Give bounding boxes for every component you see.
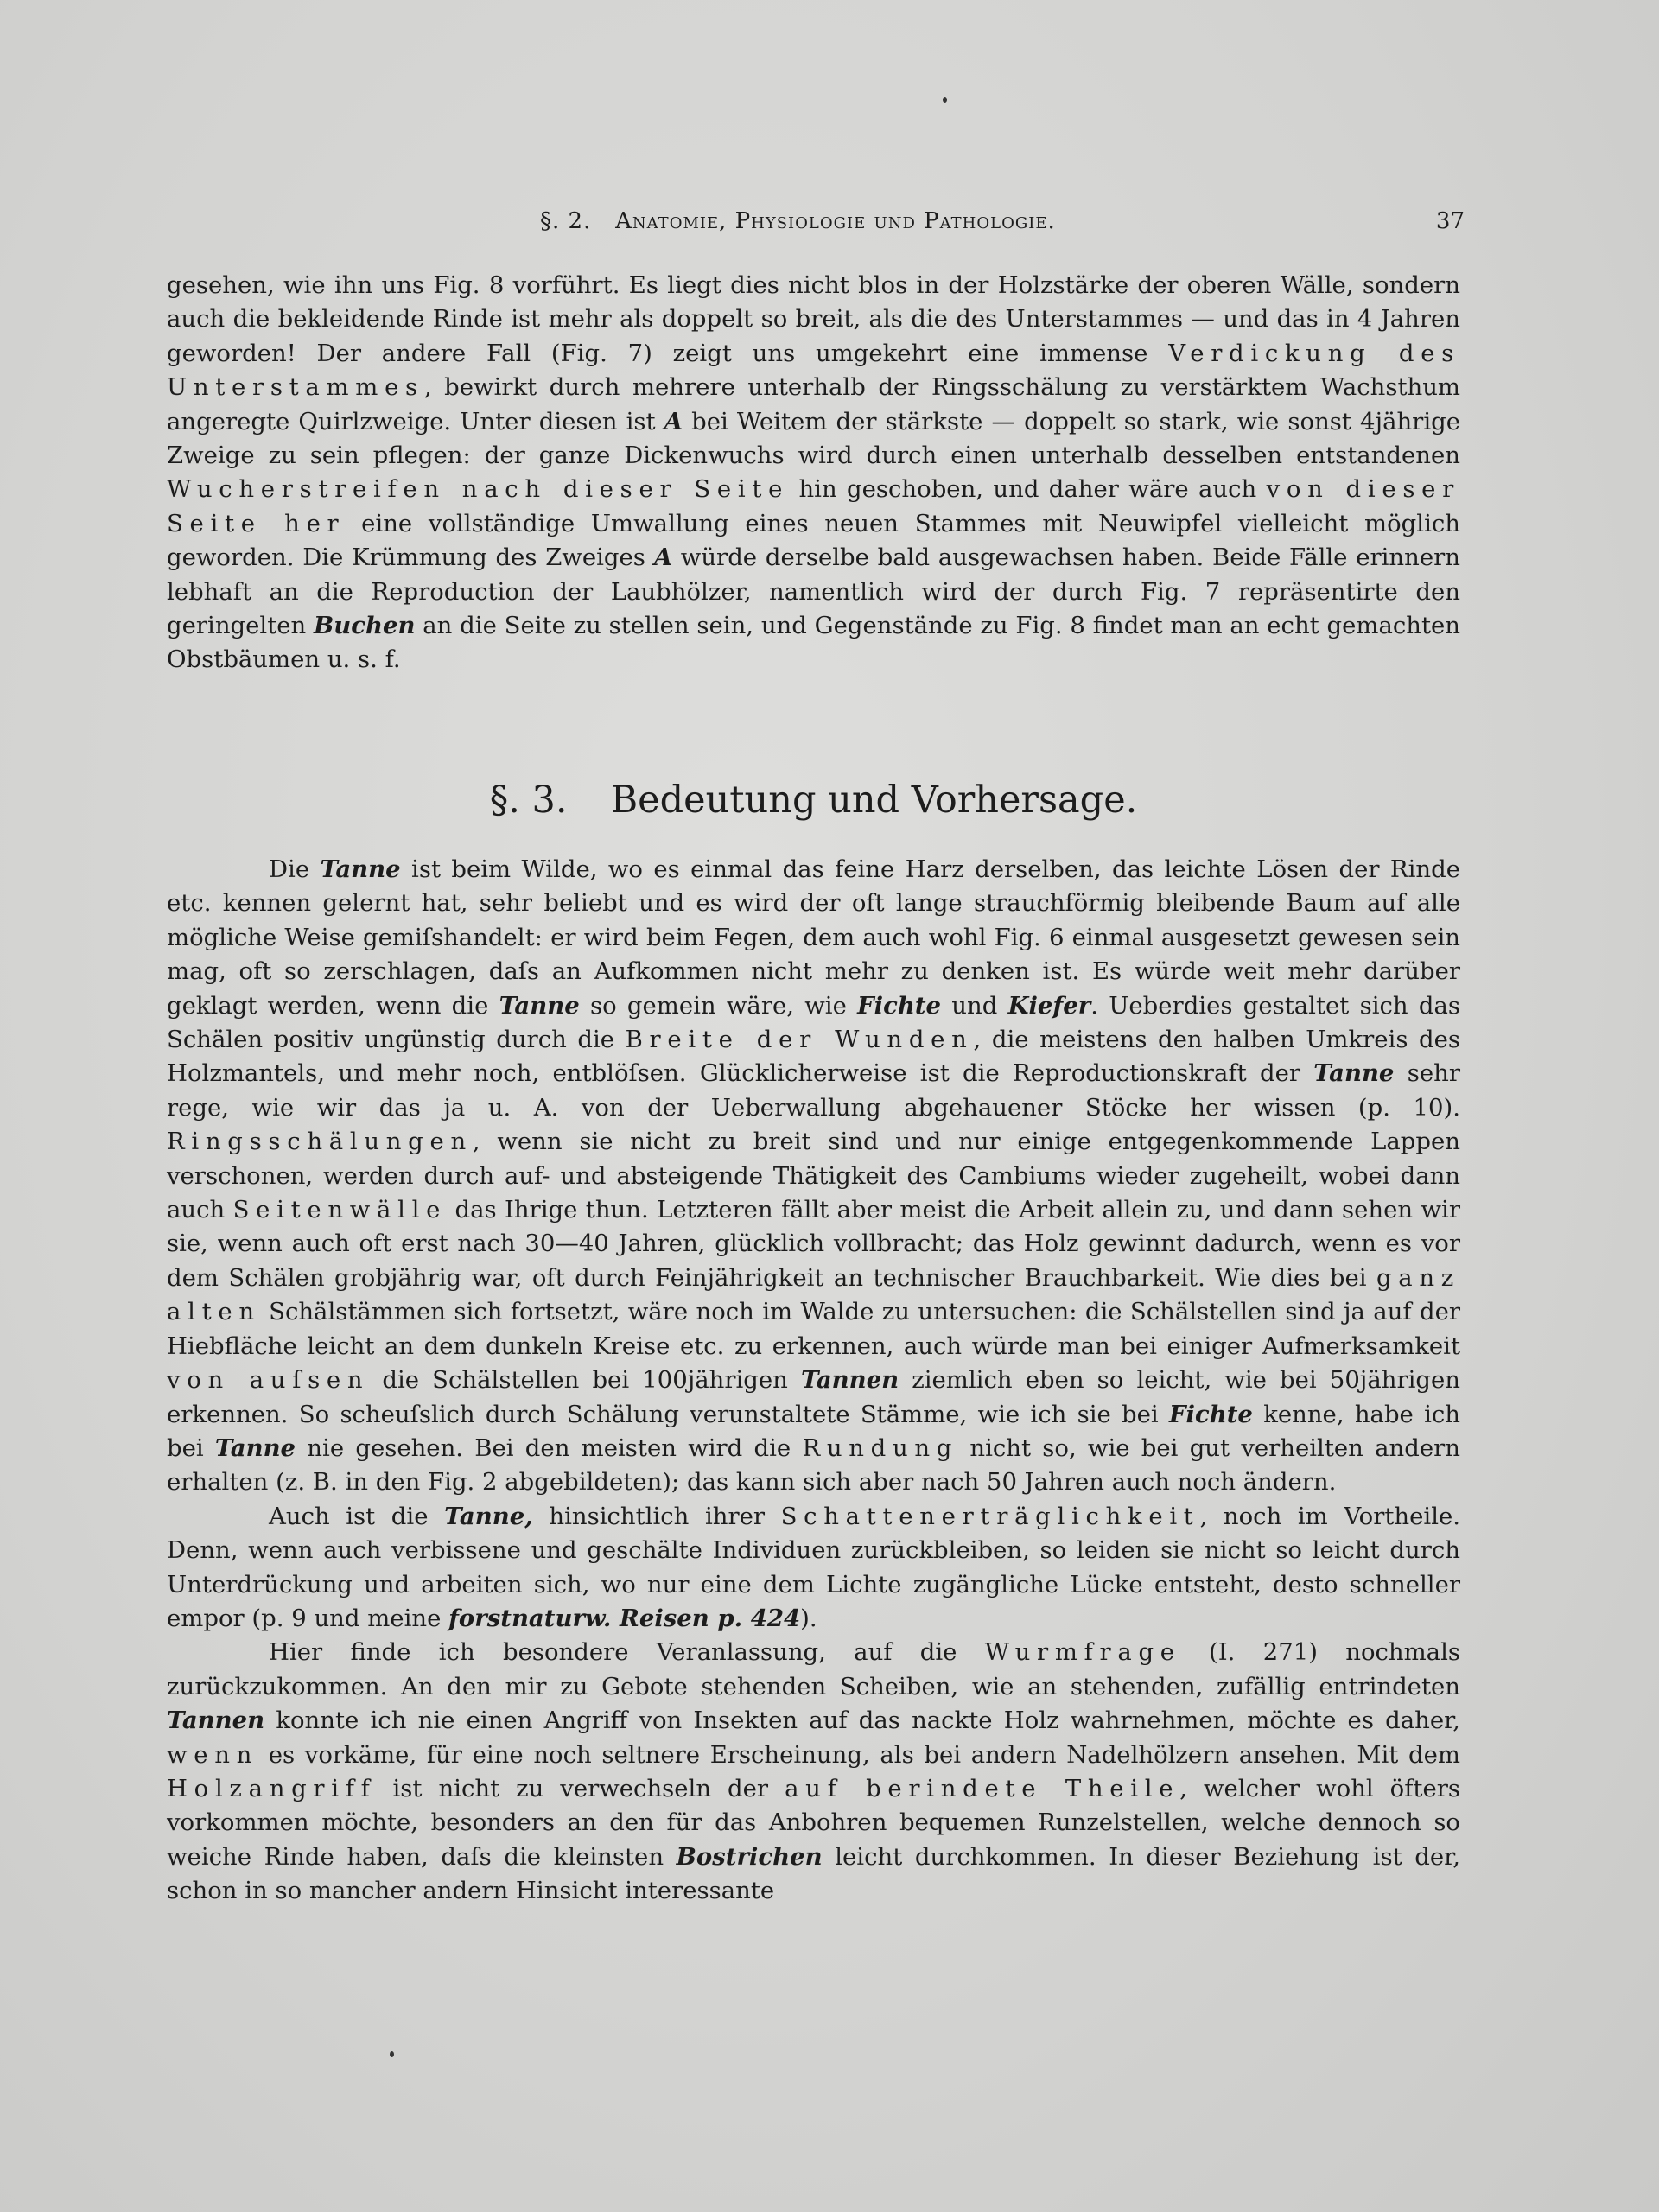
header-title: Anatomie, Physiologie und Pathologie. [615,208,1056,234]
body-paragraph: Hier finde ich besondere Veranlassung, auf die Wurmfrage (I. 271) nochmals zurückzukommen. An den mir zu Gebote stehenden Scheiben, wie an stehenden, zufällig entrindeten Tannen konnte ich nie einen Angriff von Insekten auf das nackte Holz wahrnehmen, möchte es daher, wenn es vorkäme, für eine noch seltnere Erscheinung, als bei andern Nadelhölzern ansehen. Mit dem Holzangriff ist nicht zu verwechseln der auf berindete Theile, welcher wohl öfters vorkommen möchte, besonders an den für das Anbohren bequemen Runzelstellen, welche dennoch so weiche Rinde haben, daſs die kleinsten Bostrichen leicht durchkommen. In dieser Beziehung ist der, schon in so mancher andern Hinsicht interessante [167,1638,1461,1905]
header-section-number: §. 2. [540,208,592,234]
section-heading [167,776,1460,824]
running-header [168,208,1465,243]
body-paragraph: Auch ist die Tanne, hinsichtlich ihrer Schattenerträglichkeit, noch im Vortheile. Denn, wenn auch verbissene und geschälte Individuen zurückbleiben, so leiden sie nicht so leicht durch Unterdrückung und arbeiten sich, wo nur eine dem Lichte zugängliche Lücke entsteht, desto schneller empor (p. 9 und meine forstnaturw. Reisen p. 424). [167,1502,1461,1632]
page-number: 37 [1435,208,1465,234]
header-section-title [540,208,1056,234]
section-title: Bedeutung und Vorhersage. [610,779,1138,822]
ink-speck [943,97,947,103]
section-body [167,853,1460,1909]
ink-speck [390,2051,394,2057]
intro-paragraph: gesehen, wie ihn uns Fig. 8 vorführt. Es liegt dies nicht blos in der Holzstärke der oberen Wälle, sondern auch die bekleidende Rinde ist mehr als doppelt so breit, als die des Unterstammes — und das in 4 Jahren geworden! Der andere Fall (Fig. 7) zeigt uns umgekehrt eine immense Verdickung des Unterstammes, bewirkt durch mehrere unterhalb der Ringsschälung zu verstärktem Wachsthum angeregte Quirlzweige. Unter diesen ist A bei Weitem der stärkste — doppelt so stark, wie sonst 4jährige Zweige zu sein pflegen: der ganze Dickenwuchs wird durch einen unterhalb desselben entstandenen Wucherstreifen nach dieser Seite hin geschoben, und daher wäre auch von dieser Seite her eine vollständige Umwallung eines neuen Stammes mit Neuwipfel vielleicht möglich geworden. Die Krümmung des Zweiges A würde derselbe bald ausgewachsen haben. Beide Fälle erinnern lebhaft an die Reproduction der Laubhölzer, namentlich wird der durch Fig. 7 repräsentirte den geringelten Buchen an die Seite zu stellen sein, und Gegenstände zu Fig. 8 findet man an echt gemachten Obstbäumen u. s. f. [167,271,1461,674]
section-number: §. 3. [489,779,568,822]
body-paragraph: Die Tanne ist beim Wilde, wo es einmal das feine Harz derselben, das leichte Lösen der Rinde etc. kennen gelernt hat, sehr beliebt und es wird der oft lange strauchförmig bleibende Baum auf alle mögliche Weise gemiſshandelt: er wird beim Fegen, dem auch wohl Fig. 6 einmal ausgesetzt gewesen sein mag, oft so zerschlagen, daſs an Aufkommen nicht mehr zu denken ist. Es würde weit mehr darüber geklagt werden, wenn die Tanne so gemein wäre, wie Fichte und Kiefer. Ueberdies gestaltet sich das Schälen positiv ungünstig durch die Breite der Wunden, die meistens den halben Umkreis des Holzmantels, und mehr noch, entblöſsen. Glücklicherweise ist die Reproductionskraft der Tanne sehr rege, wie wir das ja u. A. von der Ueberwallung abgehauener Stöcke her wissen (p. 10). Ringsschälungen, wenn sie nicht zu breit sind und nur einige entgegenkommende Lappen verschonen, werden durch auf- und absteigende Thätigkeit des Cambiums wieder zugeheilt, wobei dann auch Seitenwälle das Ihrige thun. Letzteren fällt aber meist die Arbeit allein zu, und dann sehen wir sie, wenn auch oft erst nach 30—40 Jahren, glücklich vollbracht; das Holz gewinnt dadurch, wenn es vor dem Schälen grobjährig war, oft durch Feinjährigkeit an technischer Brauchbarkeit. Wie dies bei ganz alten Schälstämmen sich fortsetzt, wäre noch im Walde zu untersuchen: die Schälstellen sind ja auf der Hiebfläche leicht an dem dunkeln Kreise etc. zu erkennen, auch würde man bei einiger Aufmerksamkeit von auſsen die Schälstellen bei 100jährigen Tannen ziemlich eben so leicht, wie bei 50jährigen erkennen. So scheuſslich durch Schälung verunstaltete Stämme, wie ich sie bei Fichte kenne, habe ich bei Tanne nie gesehen. Bei den meisten wird die Rundung nicht so, wie bei gut verheilten andern erhalten (z. B. in den Fig. 2 abgebildeten); das kann sich aber nach 50 Jahren auch noch ändern. [167,855,1461,1497]
